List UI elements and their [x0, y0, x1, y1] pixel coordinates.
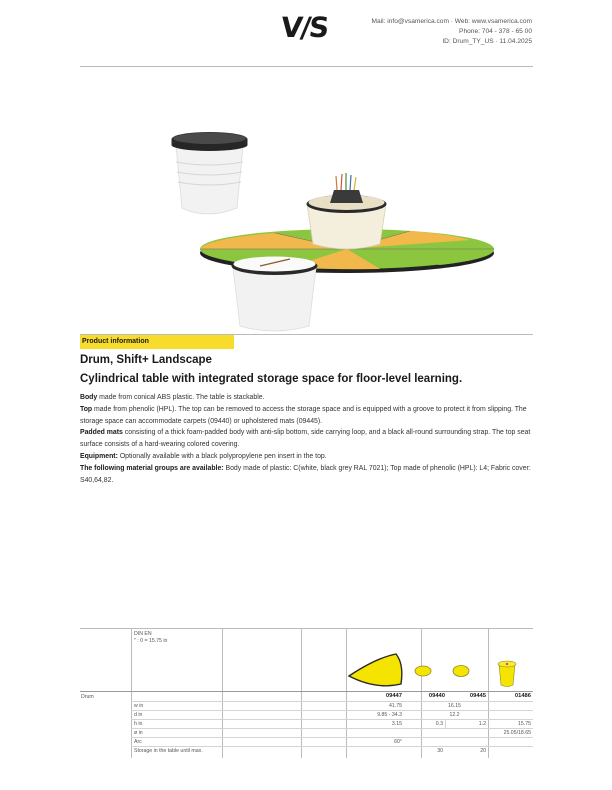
row-value: 0.3 [435, 721, 443, 727]
col-code-09440: 09440 [428, 693, 445, 699]
product-image [80, 128, 533, 333]
desc-mats-text: consisting of a thick foam-padded body with anti-slip bottom, side carrying loop, and a black all-round surrounding strap. The top seat surface consists of a hard-wearing colored covering. [80, 429, 531, 449]
row-value: 9.85 - 34.3 [377, 712, 402, 718]
desc-materials [80, 463, 534, 487]
row-value: 41.75 [389, 703, 402, 709]
desc-mats [80, 427, 534, 451]
center-drum-illustration [307, 173, 387, 249]
row-label: Arc [134, 739, 142, 745]
row-rule [131, 719, 533, 720]
row-value: 20 [480, 748, 486, 754]
desc-top-text: made from phenolic (HPL). The top can be removed to access the storage space and is equipped with a groove to protect it from slipping. The storage space can accommodate carpets (09440) or upholstered mats (09445). [80, 405, 527, 425]
row-value: 1.2 [478, 721, 486, 727]
desc-body [80, 392, 534, 404]
standard-label: DIN EN [134, 631, 152, 637]
desc-materials-text: Body made of plastic: C(white, black grey RAL 7021); Top made of phenolic (HPL): L4; Fabric cover: S40,64,82. [80, 464, 531, 484]
desc-equipment [80, 451, 534, 463]
row-value: 25.05/18.65 [503, 730, 531, 736]
row-label: d in [134, 712, 143, 718]
row-value: 16.15 [448, 703, 461, 709]
col-code-09445: 09445 [469, 693, 486, 699]
row-label: h in [134, 721, 143, 727]
contact-phone: Phone: 704 - 378 - 65 00 [459, 28, 532, 36]
product-thumbnails [346, 652, 533, 690]
header-divider [80, 66, 533, 67]
desc-body-label: Body [80, 394, 98, 401]
col-code-01486: 01486 [514, 693, 531, 699]
product-name: Drum, Shift+ Landscape [80, 354, 212, 366]
header-rule [80, 691, 533, 692]
row-rule [131, 728, 533, 729]
unit-conversion: " : 0 = 15.75 in [134, 638, 168, 644]
desc-equipment-text: Optionally available with a black polypropylene pen insert in the top. [117, 452, 327, 460]
row-label-drum: Drum [81, 694, 94, 700]
row-label: ø in [134, 730, 143, 736]
row-label: w in [134, 703, 144, 709]
row-label: Storage in the table until max. [134, 748, 203, 754]
row-value: 15.75 [518, 721, 531, 727]
desc-mats-label: Padded mats [80, 429, 123, 437]
row-rule [131, 746, 533, 747]
desc-top [80, 404, 534, 428]
desc-top-label: Top [80, 405, 93, 413]
desc-body-text: made from conical ABS plastic. The table is stackable. [97, 394, 265, 401]
row-value: 3.15 [391, 721, 402, 727]
row-value: 12.2 [449, 712, 460, 718]
document-id: ID: Drum_TY_US · 11.04.2025 [442, 38, 532, 46]
row-rule [131, 701, 533, 702]
row-rule [131, 737, 533, 738]
table-divider [131, 628, 132, 758]
row-value: 60° [394, 739, 402, 745]
table-top-rule [80, 628, 533, 629]
desc-materials-label: The following material groups are available: [80, 464, 224, 472]
table-divider [222, 628, 223, 758]
thumb-09447-mat [349, 654, 402, 686]
product-subtitle: Cylindrical table with integrated storage space for floor-level learning. [80, 373, 463, 385]
contact-mail-web: Mail: info@vsamerica.com · Web: www.vsamerica.com [371, 18, 532, 25]
stacked-drum-illustration [172, 132, 248, 214]
contact-block [372, 17, 532, 48]
thumb-09440-carpet [415, 666, 431, 676]
thumb-09445-mat [453, 666, 469, 677]
row-rule [131, 710, 533, 711]
section-label: Product information [80, 335, 234, 349]
front-drum-illustration [232, 257, 318, 332]
desc-equipment-label: Equipment: [80, 452, 118, 460]
table-divider [301, 628, 302, 758]
product-description [80, 392, 534, 486]
col-code-09447: 09447 [385, 693, 402, 699]
brand-logo: V/S [279, 11, 329, 44]
spec-table [80, 628, 533, 758]
thumb-01486-drum [498, 661, 516, 687]
row-value: 30 [437, 748, 443, 754]
